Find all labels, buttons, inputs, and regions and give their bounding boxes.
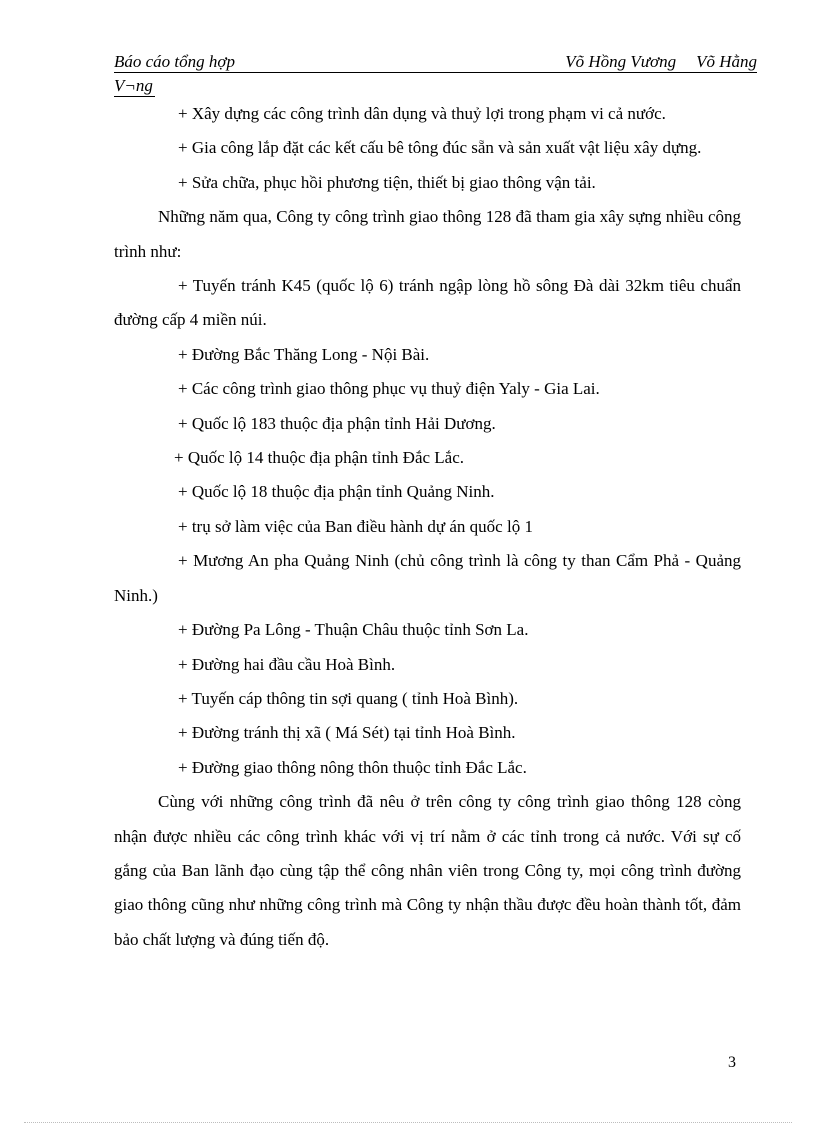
list-item: + Sửa chữa, phục hồi phương tiện, thiết bị giao thông vận tải. bbox=[178, 172, 596, 192]
list-item: + Các công trình giao thông phục vụ thuỷ điện Yaly - Gia Lai. bbox=[178, 379, 600, 399]
page-header bbox=[114, 52, 757, 73]
list-item: + Quốc lộ 14 thuộc địa phận tỉnh Đắc Lắc. bbox=[174, 448, 465, 468]
list-item: + Đường giao thông nông thôn thuộc tỉnh Đắc Lắc. bbox=[178, 757, 527, 777]
list-item: + Xây dựng các công trình dân dụng và thuỷ lợi trong phạm vi cả nước. bbox=[178, 104, 666, 123]
list-item: + Quốc lộ 183 thuộc địa phận tỉnh Hải Dương. bbox=[178, 413, 496, 433]
list-item: + Đường Pa Lông - Thuận Châu thuộc tỉnh Sơn La. bbox=[178, 620, 529, 640]
header-author-1: Võ Hồng Vương bbox=[565, 52, 677, 71]
header-author-2: Võ Hằng bbox=[696, 52, 757, 71]
paragraph: Những năm qua, Công ty công trình giao thông 128 đã tham gia xây sựng nhiều công trình như: bbox=[114, 207, 741, 261]
page-number: 3 bbox=[728, 1054, 736, 1071]
list-item: + Tuyến tránh K45 (quốc lộ 6) tránh ngập lòng hồ sông Đà dài 32km tiêu chuẩn đường cấp 4 miền núi. bbox=[114, 276, 741, 330]
list-item: + Mương An pha Quảng Ninh (chủ công trình là công ty than Cẩm Phả - Quảng Ninh.) bbox=[114, 551, 741, 605]
list-item: + trụ sở làm việc của Ban điều hành dự án quốc lộ 1 bbox=[178, 516, 533, 536]
header-title: Báo cáo tổng hợp bbox=[114, 52, 235, 71]
list-item: + Đường Bắc Thăng Long - Nội Bài. bbox=[178, 344, 430, 364]
paragraph: Cùng với những công trình đã nêu ở trên công ty công trình giao thông 128 còng nhận được nhiều các công trình khác với vị trí nằm ở các tỉnh trong cả nước. Với sự cố gắng của Ban lãnh đạo cùng tập thể công nhân viên trong Công ty, mọi công trình đường giao thông cũng như những công trình mà Công ty nhận thầu được đều hoàn thành tốt, đảm bảo chất lượng và đúng tiến độ. bbox=[114, 792, 741, 949]
header-author-2-continued: V¬ng bbox=[114, 76, 153, 95]
list-item: + Gia công lắp đặt các kết cấu bê tông đúc sẵn và sản xuất vật liệu xây dựng. bbox=[178, 138, 702, 158]
body-text bbox=[114, 97, 741, 957]
list-item: + Quốc lộ 18 thuộc địa phận tỉnh Quảng Ninh. bbox=[178, 482, 495, 502]
list-item: + Đường hai đầu cầu Hoà Bình. bbox=[178, 654, 396, 674]
list-item: + Tuyến cáp thông tin sợi quang ( tỉnh Hoà Bình). bbox=[178, 688, 519, 708]
header-authors bbox=[565, 52, 757, 72]
list-item: + Đường tránh thị xã ( Má Sét) tại tỉnh Hoà Bình. bbox=[178, 723, 516, 743]
